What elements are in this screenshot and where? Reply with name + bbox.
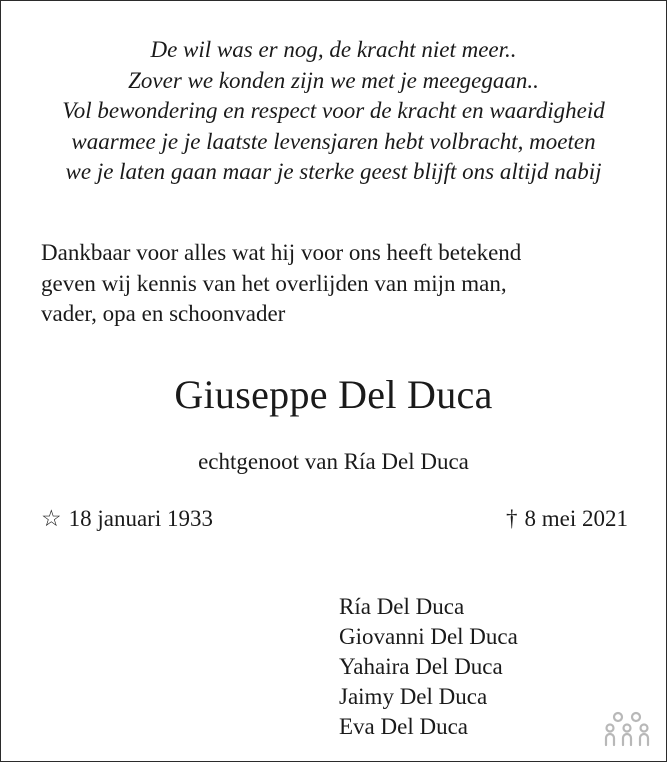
- death-date-text: 8 mei 2021: [524, 506, 628, 531]
- poem-line: Vol bewondering en respect voor de kracht en waardigheid: [62, 98, 605, 123]
- poem-line: waarmee je je laatste levensjaren hebt volbracht, moeten: [71, 128, 596, 154]
- poem-line: De wil was er nog, de kracht niet meer..: [150, 37, 517, 62]
- star-icon: ☆: [41, 506, 62, 531]
- cross-icon: †: [506, 506, 518, 531]
- death-date: [506, 504, 628, 534]
- announcement-text: [41, 238, 521, 330]
- deceased-name: Giuseppe Del Duca: [174, 372, 493, 417]
- announcement-line: geven wij kennis van het overlijden van mijn man,: [41, 270, 507, 296]
- poem: [1, 35, 666, 188]
- poem-line: Zover we konden zijn we met je meegegaan..: [128, 67, 539, 93]
- signers-list: [339, 592, 518, 742]
- announcement-line: vader, opa en schoonvader: [41, 301, 286, 326]
- signer-name: Ría Del Duca: [339, 594, 465, 619]
- announcement-line: Dankbaar voor alles wat hij voor ons heeft betekend: [41, 240, 522, 265]
- signer-name: Eva Del Duca: [339, 714, 468, 739]
- signer-name: Jaimy Del Duca: [339, 684, 488, 709]
- birth-date: [41, 504, 213, 534]
- signer-name: Yahaira Del Duca: [339, 654, 503, 679]
- birth-date-text: 18 januari 1933: [68, 506, 213, 531]
- people-group-icon: [604, 711, 650, 747]
- poem-line: we je laten gaan maar je sterke geest blijft ons altijd nabij: [65, 159, 602, 184]
- spouse-relation: echtgenoot van Ría Del Duca: [198, 449, 469, 474]
- signer-name: Giovanni Del Duca: [339, 624, 518, 649]
